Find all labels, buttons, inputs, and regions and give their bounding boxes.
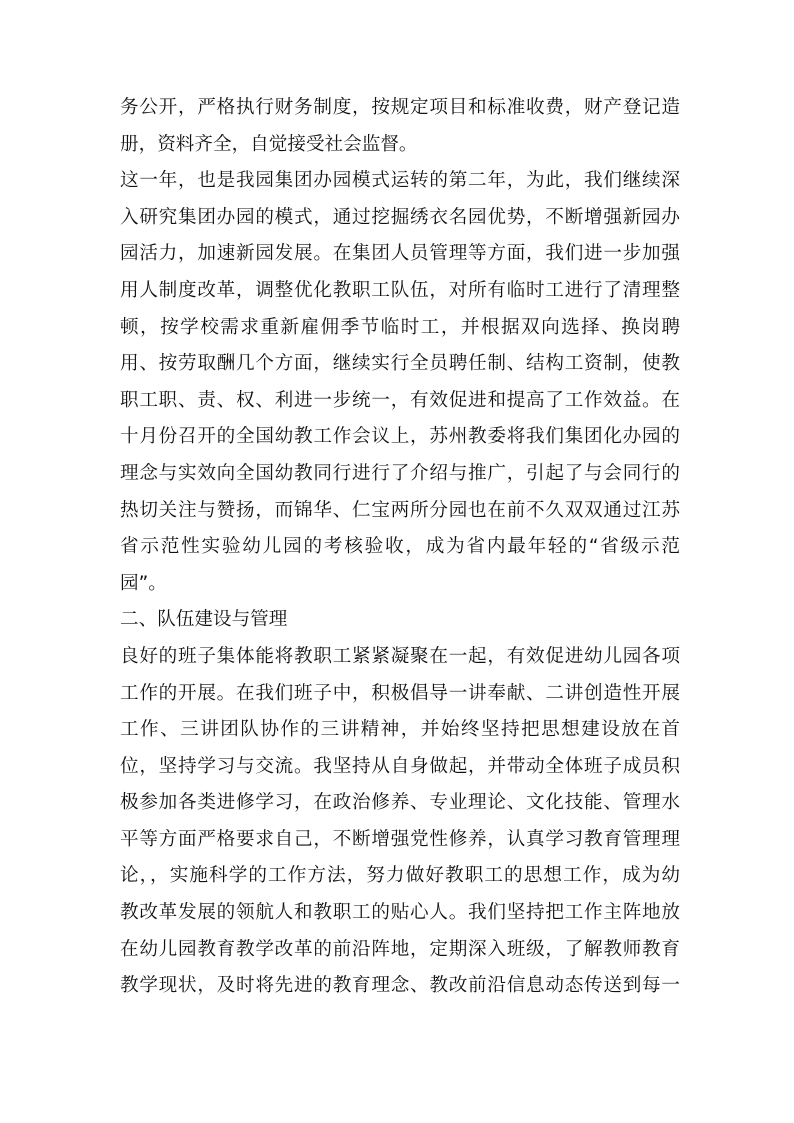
text-line: 教改革发展的领航人和教职工的贴心人。我们坚持把工作主阵地放 [120,902,680,924]
text-line: 务公开，严格执行财务制度，按规定项目和标准收费，财产登记造 [120,97,680,118]
text-line: 理念与实效向全国幼教同行进行了介绍与推广，引起了与会同行的 [120,462,680,484]
text-line: 顿，按学校需求重新雇佣季节临时工，并根据双向选择、换岗聘 [120,316,680,338]
text-line: 职工职、责、权、利进一步统一，有效促进和提高了工作效益。在 [120,389,680,411]
text-line: 在幼儿园教育教学改革的前沿阵地，定期深入班级，了解教师教育 [120,938,680,960]
document-body [120,90,680,1005]
text-line: 极参加各类进修学习，在政治修养、专业理论、文化技能、管理水 [120,792,680,814]
text-line: 良好的班子集体能将教职工紧紧凝聚在一起，有效促进幼儿园各项 [120,645,680,667]
text-line: 用人制度改革，调整优化教职工队伍，对所有临时工进行了清理整 [120,279,680,301]
text-line: 用、按劳取酬几个方面，继续实行全员聘任制、结构工资制，使教 [120,353,680,375]
text-line: 园”。 [120,572,167,594]
text-line: 册，资料齐全，自觉接受社会监督。 [120,133,418,155]
text-line: 园活力，加速新园发展。在集团人员管理等方面，我们进一步加强 [120,243,680,265]
text-line: 教学现状，及时将先进的教育理念、教改前沿信息动态传送到每一 [120,975,680,997]
text-line: 十月份召开的全国幼教工作会议上，苏州教委将我们集团化办园的 [120,426,680,448]
text-line: 省示范性实验幼儿园的考核验收，成为省内最年轻的“省级示范 [120,536,680,558]
text-line: 入研究集团办园的模式，通过挖掘绣衣名园优势，不断增强新园办 [120,206,680,228]
text-line: 这一年，也是我园集团办园模式运转的第二年，为此，我们继续深 [120,170,680,192]
text-line: 工作的开展。在我们班子中，积极倡导一讲奉献、二讲创造性开展 [120,682,680,704]
text-line: 平等方面严格要求自己，不断增强党性修养，认真学习教育管理理 [120,828,680,850]
text-line: 工作、三讲团队协作的三讲精神，并始终坚持把思想建设放在首 [120,719,680,741]
text-line: 论，，实施科学的工作方法，努力做好教职工的思想工作，成为幼 [120,865,680,887]
text-line: 热切关注与赞扬，而锦华、仁宝两所分园也在前不久双双通过江苏 [120,499,680,521]
text-line: 位，坚持学习与交流。我坚持从自身做起，并带动全体班子成员积 [120,755,680,777]
section-heading: 二、队伍建设与管理 [120,609,288,631]
